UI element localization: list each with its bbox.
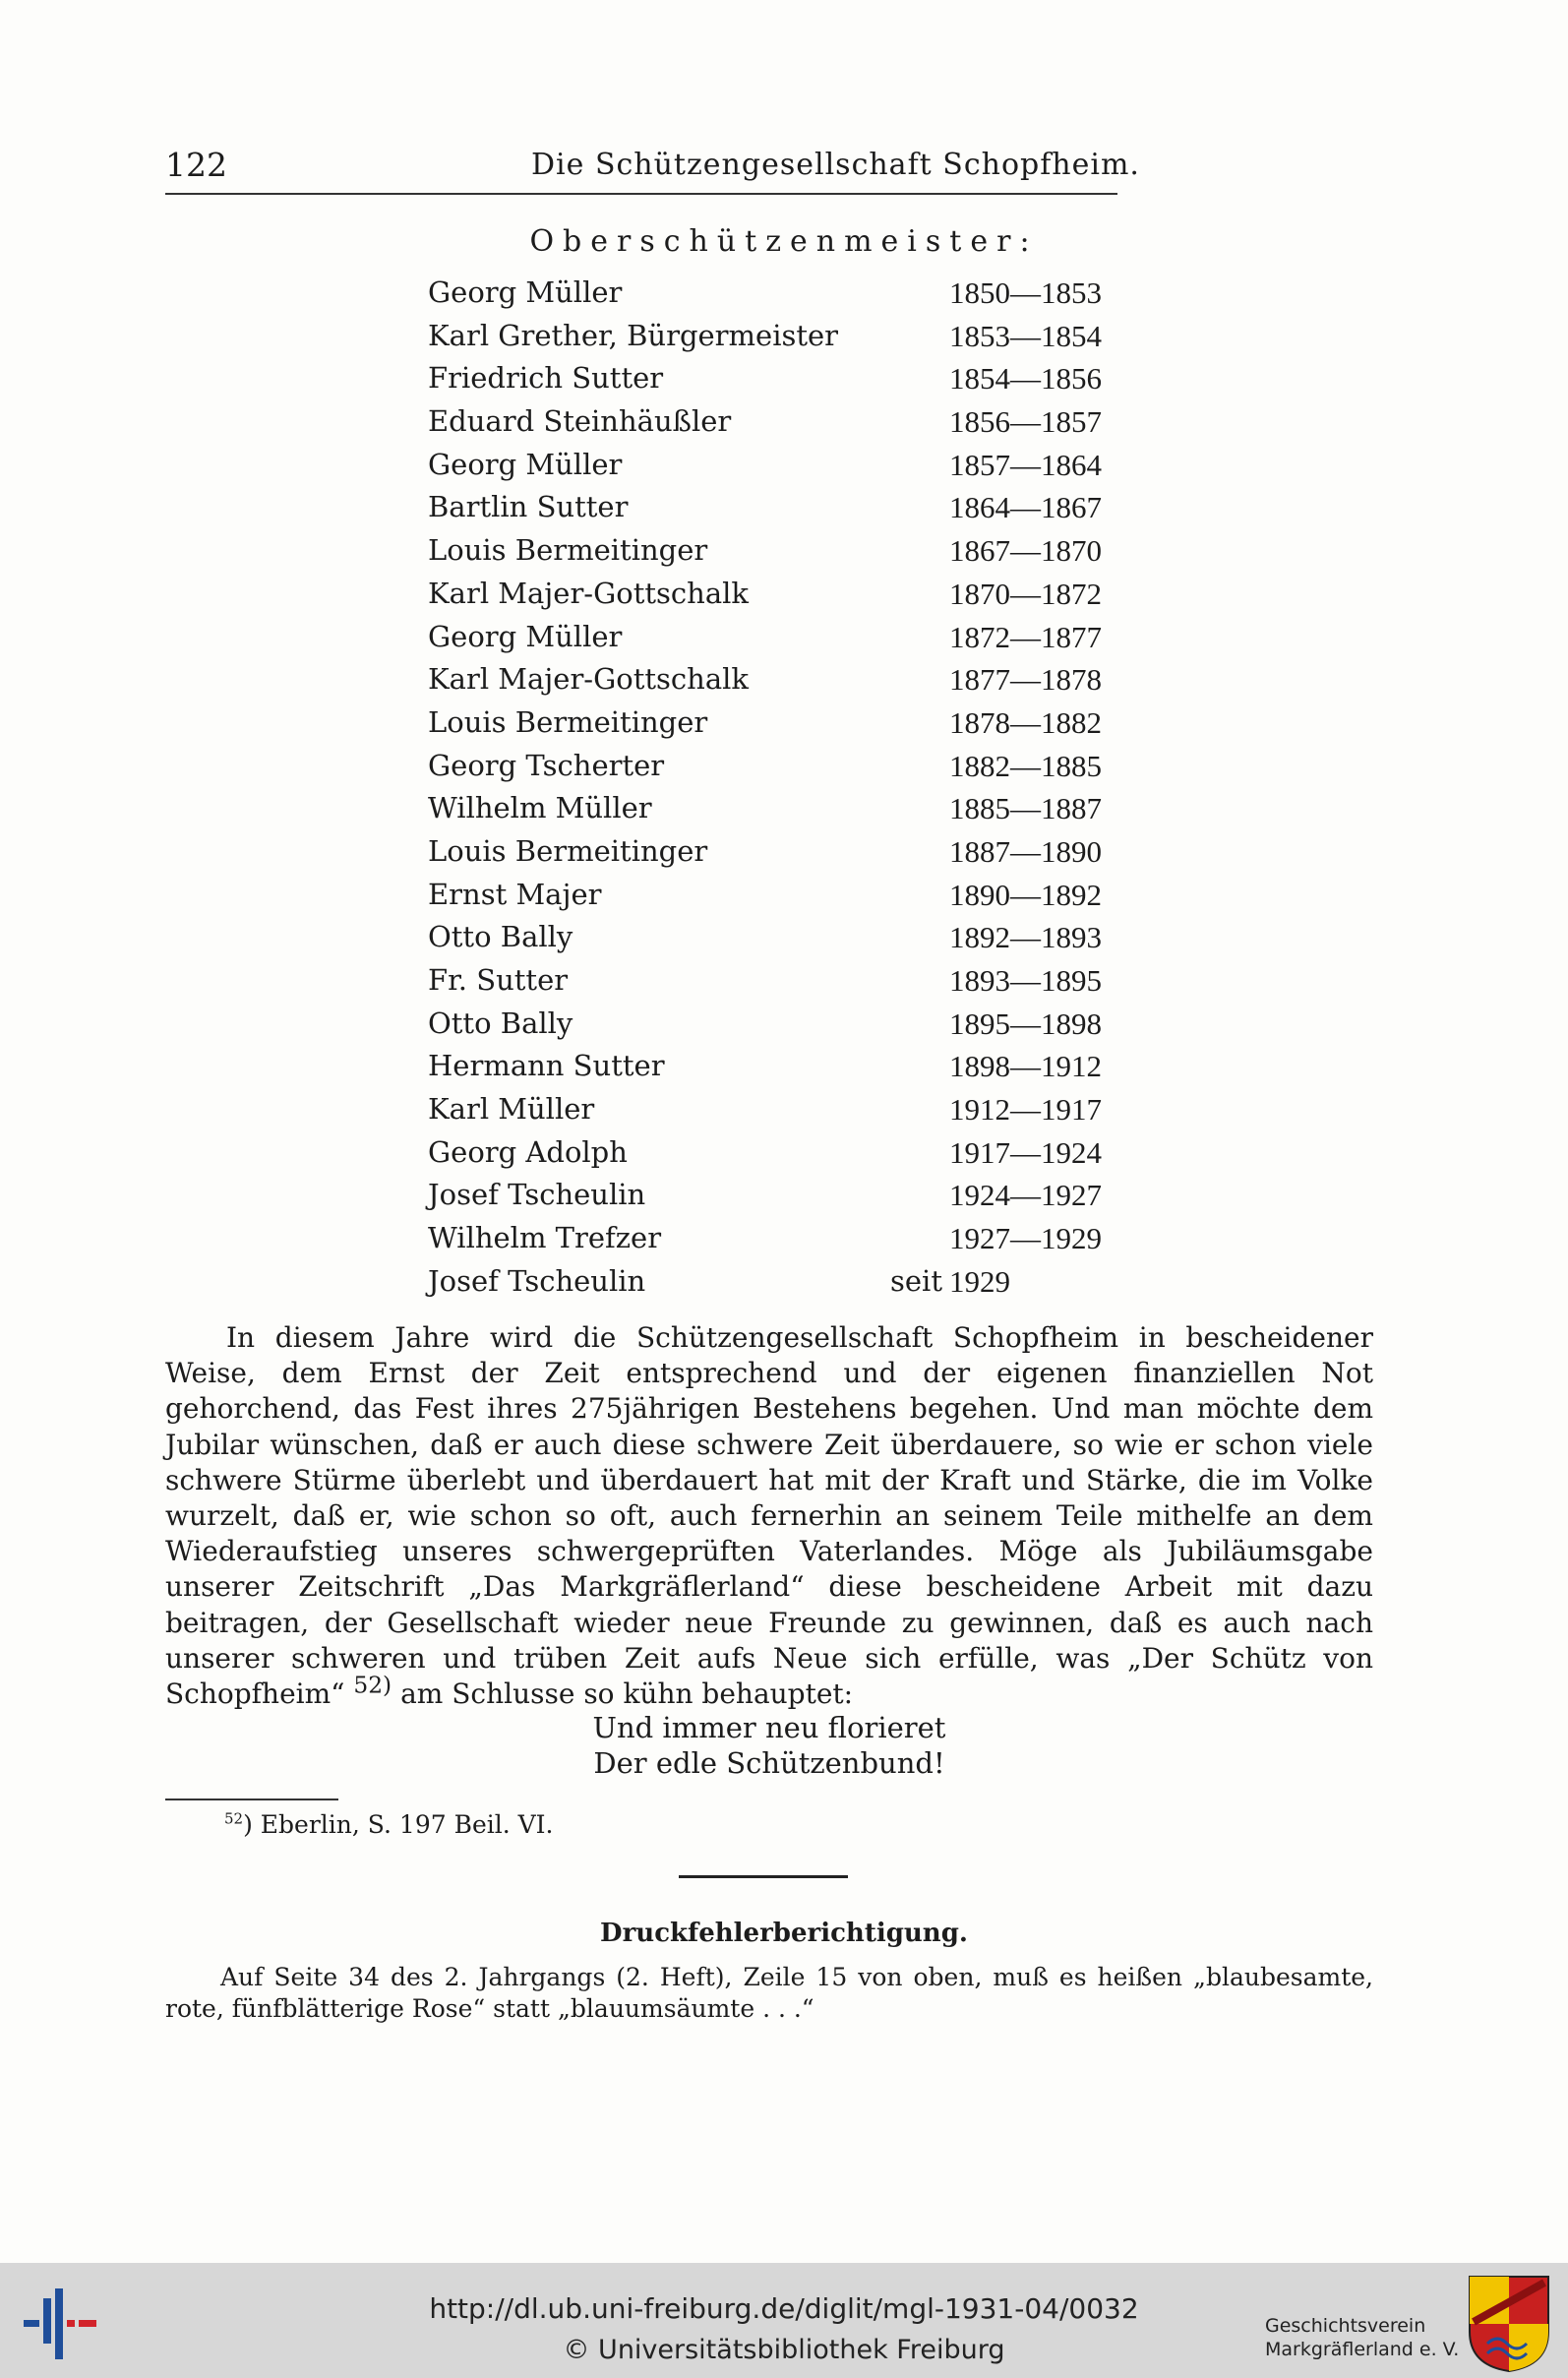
list-name: Eduard Steinhäußler [428, 404, 732, 439]
list-name: Georg Tscherter [428, 748, 665, 782]
list-name: Louis Bermeitinger [428, 533, 708, 568]
list-row [428, 272, 1136, 315]
list-row [428, 1045, 1136, 1088]
marksmen-list [428, 272, 1136, 1304]
list-years: 1912—1917 [949, 1092, 1102, 1128]
list-row [428, 916, 1136, 959]
society-name-line-2: Markgräflerland e. V. [1265, 2339, 1460, 2360]
list-row [428, 573, 1136, 616]
footnote-ref: 52) [353, 1671, 392, 1699]
list-row [428, 357, 1136, 400]
list-name: Otto Bally [428, 1006, 573, 1040]
running-title: Die Schützengesellschaft Schopfheim. [531, 148, 1140, 182]
list-years: 1890—1892 [949, 877, 1102, 912]
list-years: 1892—1893 [949, 920, 1102, 955]
list-years: 1877—1878 [949, 662, 1102, 698]
list-row [428, 1003, 1136, 1046]
list-years: 1878—1882 [949, 704, 1102, 740]
list-name: Louis Bermeitinger [428, 833, 708, 868]
list-years: 1893—1895 [949, 963, 1102, 998]
society-name-line-1: Geschichtsverein [1265, 2315, 1426, 2337]
list-name: Bartlin Sutter [428, 490, 629, 524]
errata-title: Druckfehlerberichtigung. [600, 1919, 968, 1948]
list-row [428, 874, 1136, 917]
list-years: 1882—1885 [949, 748, 1102, 783]
list-row [428, 616, 1136, 659]
list-row [428, 1131, 1136, 1175]
list-row [428, 658, 1136, 701]
footnote-text: ) Eberlin, S. 197 Beil. VI. [243, 1810, 554, 1839]
errata-text-block [165, 1962, 1373, 2025]
list-years: 1850—1853 [949, 275, 1102, 310]
list-row [428, 701, 1136, 745]
list-name: Ernst Majer [428, 877, 602, 911]
section-divider [679, 1875, 848, 1878]
list-row [428, 959, 1136, 1003]
list-name: Friedrich Sutter [428, 361, 664, 396]
list-years: 1924—1927 [949, 1178, 1102, 1213]
list-row [428, 1174, 1136, 1217]
source-url-link[interactable]: http://dl.ub.uni-freiburg.de/diglit/mgl-1931-04/0032 [429, 2292, 1139, 2325]
list-row [428, 787, 1136, 830]
list-name: Georg Adolph [428, 1134, 628, 1169]
list-years: 1854—1856 [949, 361, 1102, 396]
verse-line-2: Der edle Schützenbund! [593, 1746, 945, 1780]
list-years: 1856—1857 [949, 404, 1102, 440]
list-row [428, 486, 1136, 529]
list-name: Georg Müller [428, 447, 623, 481]
list-name: Josef Tscheulin [428, 1263, 646, 1298]
list-row [428, 745, 1136, 788]
list-name: Karl Grether, Bürgermeister [428, 318, 839, 352]
paragraph-text: In diesem Jahre wird die Schützengesellschaft Schopfheim in bescheidener Weise, dem Ernst der Zeit entsprechend und der eigenen finanziellen Not gehorchend, das Fest ihres 275jährigen Bestehens begehen. Und man möchte dem Jubilar wünschen, daß er auch diese schwere Zeit überdauere, so wie er schon viele schwere Stürme überlebt und überdauert hat mit der Kraft und Stärke, die im Volke wurzelt, daß er, wie schon so oft, auch fernerhin an seinem Teile mithelfe an dem Wiederaufstieg unseres schwergeprüften Vaterlandes. Möge als Jubiläumsgabe unserer Zeitschrift „Das Markgräflerland“ diese bescheidene Arbeit mit dazu beitragen, der Gesellschaft wieder neue Freunde zu gewinnen, daß es auch nach unserer schweren und trüben Zeit aufs Neue sich erfülle, was „Der Schütz von Schopfheim“ [165, 1321, 1373, 1711]
list-name: Louis Bermeitinger [428, 704, 708, 739]
list-years: 1927—1929 [949, 1221, 1102, 1256]
page-number: 122 [165, 146, 227, 184]
paragraph-text-end: am Schlusse so kühn behauptet: [400, 1677, 854, 1711]
footnote-rule [165, 1799, 338, 1800]
list-name: Hermann Sutter [428, 1049, 665, 1083]
verse-line-1: Und immer neu florieret [592, 1711, 946, 1744]
list-years: 1929 [949, 1263, 1010, 1299]
footnote [224, 1810, 554, 1839]
list-name: Otto Bally [428, 920, 573, 954]
footnote-marker: 52 [224, 1809, 244, 1828]
list-prefix: seit [890, 1263, 942, 1298]
list-name: Josef Tscheulin [428, 1178, 646, 1212]
list-row [428, 400, 1136, 444]
list-name: Karl Majer-Gottschalk [428, 576, 749, 610]
list-years: 1887—1890 [949, 833, 1102, 869]
list-years: 1895—1898 [949, 1006, 1102, 1041]
list-years: 1857—1864 [949, 447, 1102, 482]
list-name: Karl Majer-Gottschalk [428, 662, 749, 697]
list-name: Karl Müller [428, 1092, 595, 1127]
society-name [1265, 2314, 1459, 2361]
list-name: Georg Müller [428, 275, 623, 309]
list-row [428, 830, 1136, 874]
list-row-last [428, 1260, 1136, 1304]
header-rule [165, 193, 1117, 195]
list-years: 1864—1867 [949, 490, 1102, 525]
list-years: 1885—1887 [949, 791, 1102, 826]
errata-text: Auf Seite 34 des 2. Jahrgangs (2. Heft), Zeile 15 von oben, muß es heißen „blaubesamte, rote, fünfblätterige Rose“ statt „blauumsäumte . . .“ [165, 1963, 1373, 2023]
list-years: 1917—1924 [949, 1134, 1102, 1170]
list-row [428, 1088, 1136, 1131]
list-name: Wilhelm Müller [428, 791, 652, 825]
list-row [428, 315, 1136, 358]
copyright-text: © Universitätsbibliothek Freiburg [563, 2335, 1005, 2365]
list-years: 1853—1854 [949, 318, 1102, 353]
main-paragraph [165, 1320, 1373, 1712]
list-name: Wilhelm Trefzer [428, 1221, 662, 1255]
list-years: 1870—1872 [949, 576, 1102, 611]
list-row [428, 444, 1136, 487]
verse [0, 1710, 1568, 1781]
list-years: 1898—1912 [949, 1049, 1102, 1084]
list-years: 1872—1877 [949, 619, 1102, 654]
list-title: Oberschützenmeister: [529, 224, 1039, 259]
list-row [428, 1217, 1136, 1260]
list-row [428, 529, 1136, 573]
list-name: Georg Müller [428, 619, 623, 653]
list-years: 1867—1870 [949, 533, 1102, 569]
list-name: Fr. Sutter [428, 963, 569, 997]
